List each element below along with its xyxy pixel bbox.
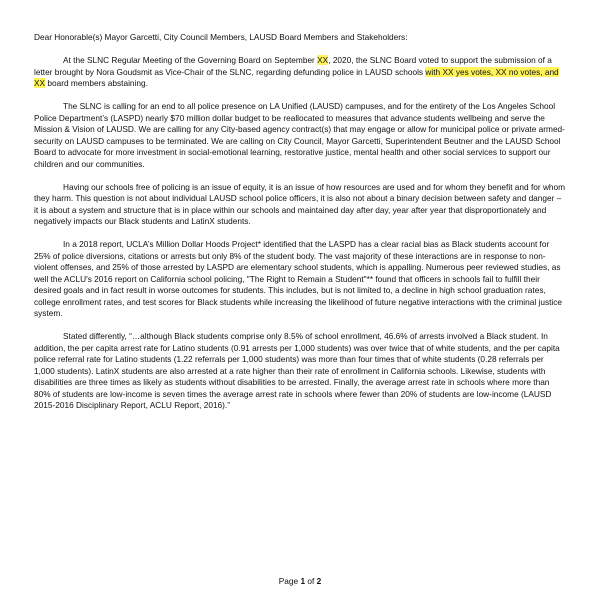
paragraph-ucla-report: In a 2018 report, UCLA’s Million Dollar Hoods Project* identified that the LASPD has a clear racial bias as Black students account for 25% of police diversions, citations or arrests but only 8% of the student body. The vast majority of these interactions are in response to non-violent offenses, and 25% of those arrested by LASPD are elementary school students, which is appalling. Numerous peer reviewed studies, as well the ACLU's 2016 report on California school policing, "The Right to Remain a Student"** found that officers in schools fail to fulfill their desired goals and in fact result in worse outcomes for students. This includes, but is not limited to, a decline in high school graduation rates, college enrollment rates, and test scores for Black students while increasing the likelihood of future negative interactions with the criminal justice system. <box>34 239 563 318</box>
highlight-vote-placeholder: with XX yes votes, XX no votes, and XX <box>34 66 559 88</box>
salutation: Dear Honorable(s) Mayor Garcetti, City Council Members, LAUSD Board Members and Stakeholders: <box>34 32 408 42</box>
paragraph-meeting-vote <box>34 55 566 90</box>
paragraph-statistics-quote: Stated differently, “…although Black students comprise only 8.5% of school enrollment, 46.6% of arrests involved a Black student. In addition, the per capita arrest rate for Latino students (0.91 arrests per 1,000 students) was over twice that of white students, and the per capita police referral rate for Latino students (1.22 referrals per 1,000 students) was more than four times that of white students (0.28 referrals per 1,000 students). LatinX students are also arrested at a rate higher than their rate of enrollment in California schools. Likewise, students with disabilities are three times as likely as students without disabilities to be arrested. Finally, the average arrest rate in schools where more than 80% of students are low-income is seven times the average arrest rate in schools where fewer than 20% of students are low-income (LAUSD 2015-2016 Disciplinary Report, ACLU Report, 2016).” <box>34 331 560 410</box>
highlight-date-placeholder: XX <box>317 55 329 65</box>
paragraph-equity: Having our schools free of policing is an issue of equity, it is an issue of how resources are used and for whom they benefit and for whom they harm. This question is not about individual LAUSD school police officers, it is also not about a binary decision between safety and danger – it is about a system and structure that is in place within our schools and maintained day after day, year after year that disproportionately and negatively impacts our Black students and LatinX students. <box>34 181 566 226</box>
page-label: Page <box>278 576 301 586</box>
p1-text-b: , 2020, the SLNC Board voted to support the submission of a letter brought by Nora Goudsmit as Vice-Chair of the SLNC, regarding defunding police in LAUSD schools <box>34 55 552 77</box>
p1-text-c: board members abstaining. <box>45 78 148 88</box>
page-footer <box>0 576 600 587</box>
p1-text-a: At the SLNC Regular Meeting of the Governing Board on September <box>63 55 318 65</box>
paragraph-police-removal: The SLNC is calling for an end to all police presence on LA Unified (LAUSD) campuses, and for the entirety of the Los Angeles School Police Department’s (LASPD) nearly $70 million dollar budget to be reallocated to measures that advance students wellbeing and serve the Mission & Vision of LAUSD. We are calling for any City-based agency contract(s) that may engage or allow for municipal police or private armed-security on LAUSD campuses to be terminated. We are calling on City Council, Mayor Garcetti, Superintendent Beutner and the LAUSD School Board to advocate for more investment in social-emotional learning, restorative justice, mental health and other social services to support our children and our communities. <box>34 101 565 169</box>
total-pages-number: 2 <box>316 576 322 586</box>
of-label: of <box>305 576 317 586</box>
current-page-number: 1 <box>300 576 306 586</box>
